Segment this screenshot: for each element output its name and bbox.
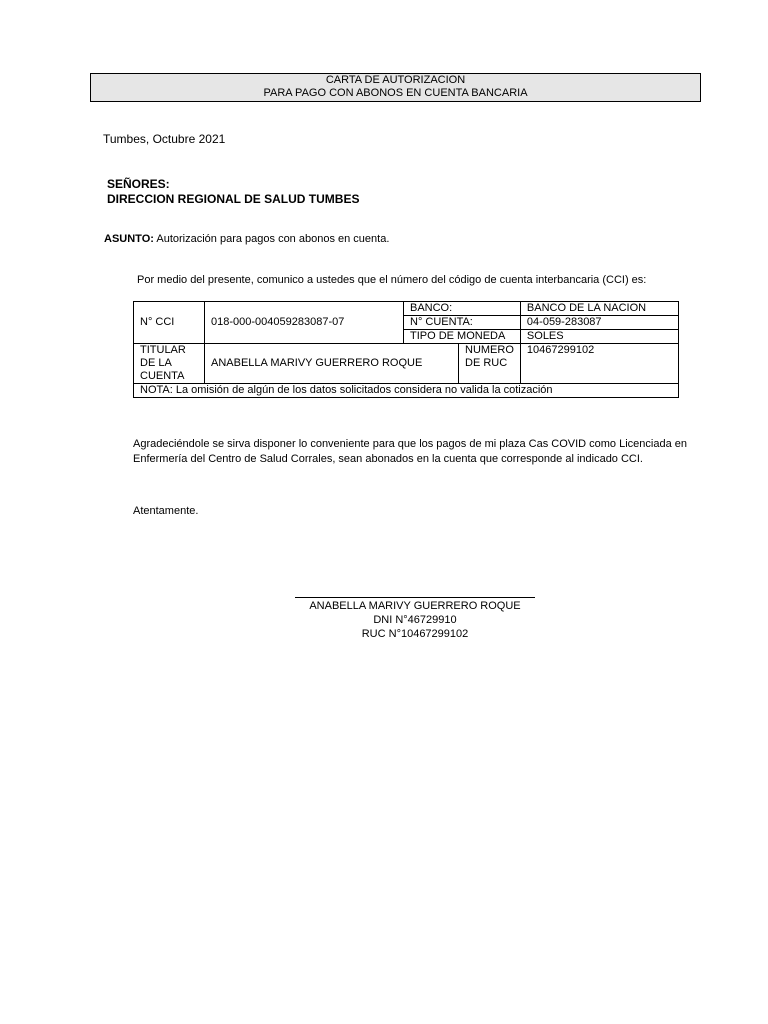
recipient-organization: DIRECCION REGIONAL DE SALUD TUMBES [107,192,360,206]
signature-block [295,599,535,641]
account-label: N° CUENTA: [404,316,521,330]
signer-name: ANABELLA MARIVY GUERRERO ROQUE [309,600,521,612]
document-title: CARTA DE AUTORIZACION [325,74,466,86]
intro-paragraph: Por medio del presente, comunico a ustedes que el número del código de cuenta interbancaria (CCI) es: [137,274,647,286]
document-subtitle: PARA PAGO CON ABONOS EN CUENTA BANCARIA [263,87,528,99]
table-note: NOTA: La omisión de algún de los datos solicitados considera no valida la cotización [134,384,679,398]
bank-value: BANCO DE LA NACION [520,302,678,316]
currency-label: TIPO DE MONEDA [404,330,521,344]
ruc-value: 10467299102 [520,344,678,384]
closing-text: Atentamente. [133,505,199,517]
table-row [134,344,679,384]
cci-value: 018-000-004059283087-07 [205,302,404,344]
recipient-salutation: SEÑORES: [107,177,170,191]
subject-label: ASUNTO: [104,233,154,245]
bank-details-table [133,301,679,398]
holder-value: ANABELLA MARIVY GUERRERO ROQUE [205,344,459,384]
signer-dni: DNI N°46729910 [373,614,457,626]
signature-line [295,597,535,598]
recipient-block [107,177,359,207]
cci-label: N° CCI [134,302,205,344]
holder-label: TITULAR DE LA CUENTA [134,344,205,384]
body-paragraph: Agradeciéndole se sirva disponer lo conveniente para que los pagos de mi plaza Cas COVID como Licenciada en Enfermería del Centro de Salud Corrales, sean abonados en la cuenta que corresponde al indicado CCI. [133,438,687,465]
bank-label: BANCO: [404,302,521,316]
table-row [134,384,679,398]
table-row [134,302,679,316]
subject-line [104,233,389,245]
currency-value: SOLES [520,330,678,344]
account-value: 04-059-283087 [520,316,678,330]
document-title-box [90,73,701,102]
signer-ruc: RUC N°10467299102 [361,628,469,640]
subject-text: Autorización para pagos con abonos en cuenta. [156,233,390,245]
ruc-label: NUMERO DE RUC [459,344,521,384]
place-date: Tumbes, Octubre 2021 [103,132,226,146]
